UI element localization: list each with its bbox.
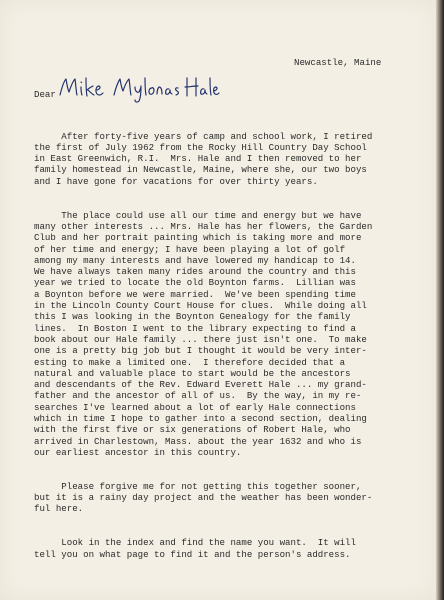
letter-place: Newcastle, Maine	[294, 57, 382, 68]
paragraph-apology: Please forgive me for not getting this together sooner, but it is a rainy day project and the weather has been wonder- ful here.	[34, 480, 373, 515]
salutation: Dear	[34, 89, 56, 100]
letter-body	[34, 108, 372, 582]
paragraph-index: Look in the index and find the name you want. It will tell you on what page to find it and the person's address.	[34, 537, 356, 560]
page-edge	[436, 0, 444, 600]
handwritten-name	[58, 73, 220, 103]
paragraph-retirement: After forty-five years of camp and school work, I retired the first of July 1962 from the Rocky Hill Country Day School in East Greenwich, R.I. Mrs. Hale and I then removed to her family homestead in Newcastle, Maine, where she, our two boys and I have gone for vacations for over thirty years.	[34, 130, 373, 187]
paragraph-interests: The place could use all our time and energy but we have many other interests ... Mrs. Hale has her flowers, the Garden Club and her portrait painting which is taking more and more of her time and energy; I have been playing a lot of golf among my many interests and have lowered my handicap to 14. We have always taken many rides around the country and this year we tried to locate the old Boynton farms. Lillian was a Boynton before we were married. We've been spending time in the Lincoln County Court House for clues. While doing all this I was looking in the Boynton Genealogy for the family lines. In Boston I went to the library expecting to find a book about our Hale family ... there just isn't one. To make one is a pretty big job but I thought it would be very inter- esting to make a limited one. I therefore decided that a natural and valuable place to start would be the ancestors and descendants of the Rev. Edward Everett Hale ... my grand- father and the ancestor of all of us. By the way, in my re- searches I've learned about a lot of early Hale connections which in time I hope to gather into a second section, dealing with the first five or six generations of Robert Hale, who arrived in Charlestown, Mass. about the year 1632 and who is our earliest ancestor in this country.	[34, 209, 373, 458]
